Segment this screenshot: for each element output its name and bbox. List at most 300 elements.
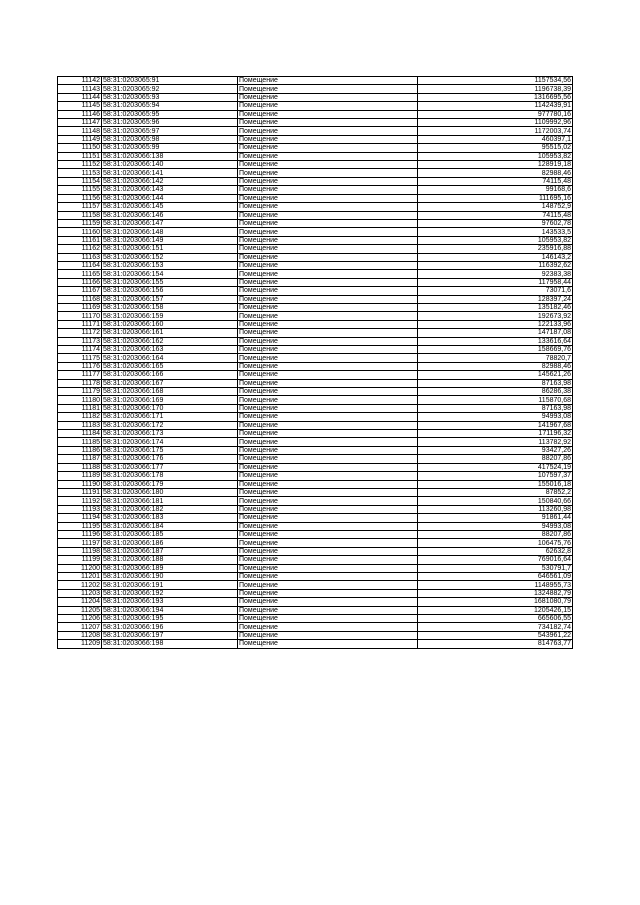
table-row (58, 245, 573, 253)
row-number-cell: 11200 (58, 564, 102, 572)
cadastral-value-cell: 107597,37 (418, 472, 573, 480)
row-number-cell: 11176 (58, 362, 102, 370)
object-type-cell: Помещение (238, 144, 418, 152)
cadastral-value-cell: 95515,02 (418, 144, 573, 152)
cadastral-value-cell: 99168,6 (418, 186, 573, 194)
object-type-cell: Помещение (238, 102, 418, 110)
table-row (58, 295, 573, 303)
cadastral-number-cell: 58:31:0203066:195 (102, 615, 238, 623)
cadastral-number-cell: 58:31:0203066:183 (102, 514, 238, 522)
object-type-cell: Помещение (238, 388, 418, 396)
cadastral-number-cell: 58:31:0203066:145 (102, 203, 238, 211)
cadastral-value-cell: 92383,38 (418, 270, 573, 278)
cadastral-number-cell: 58:31:0203065:92 (102, 85, 238, 93)
cadastral-number-cell: 58:31:0203066:143 (102, 186, 238, 194)
object-type-cell: Помещение (238, 598, 418, 606)
cadastral-value-cell: 145621,26 (418, 371, 573, 379)
table-row (58, 346, 573, 354)
cadastral-value-cell: 135182,46 (418, 303, 573, 311)
cadastral-value-cell: 158669,76 (418, 346, 573, 354)
cadastral-number-cell: 58:31:0203066:173 (102, 430, 238, 438)
cadastral-value-cell: 143533,5 (418, 228, 573, 236)
table-row (58, 480, 573, 488)
cadastral-number-cell: 58:31:0203066:186 (102, 539, 238, 547)
row-number-cell: 11181 (58, 404, 102, 412)
row-number-cell: 11184 (58, 430, 102, 438)
cadastral-number-cell: 58:31:0203066:196 (102, 623, 238, 631)
cadastral-value-cell: 88207,86 (418, 455, 573, 463)
table-row (58, 270, 573, 278)
cadastral-value-cell: 1157534,56 (418, 77, 573, 85)
cadastral-number-cell: 58:31:0203066:153 (102, 261, 238, 269)
object-type-cell: Помещение (238, 522, 418, 530)
cadastral-value-cell: 82988,46 (418, 362, 573, 370)
cadastral-value-cell: 128919,18 (418, 161, 573, 169)
table-row (58, 161, 573, 169)
cadastral-value-cell: 133616,64 (418, 337, 573, 345)
table-row (58, 287, 573, 295)
object-type-cell: Помещение (238, 539, 418, 547)
row-number-cell: 11163 (58, 253, 102, 261)
table-row (58, 598, 573, 606)
object-type-cell: Помещение (238, 169, 418, 177)
cadastral-value-cell: 1324882,79 (418, 589, 573, 597)
table-row (58, 421, 573, 429)
object-type-cell: Помещение (238, 85, 418, 93)
row-number-cell: 11199 (58, 556, 102, 564)
cadastral-value-cell: 1205426,15 (418, 606, 573, 614)
table-row (58, 127, 573, 135)
row-number-cell: 11162 (58, 245, 102, 253)
table-row (58, 623, 573, 631)
object-type-cell: Помещение (238, 110, 418, 118)
row-number-cell: 11167 (58, 287, 102, 295)
cadastral-value-cell: 87163,98 (418, 379, 573, 387)
cadastral-value-cell: 88207,86 (418, 530, 573, 538)
cadastral-number-cell: 58:31:0203066:168 (102, 388, 238, 396)
cadastral-number-cell: 58:31:0203066:156 (102, 287, 238, 295)
row-number-cell: 11152 (58, 161, 102, 169)
object-type-cell: Помещение (238, 606, 418, 614)
row-number-cell: 11143 (58, 85, 102, 93)
object-type-cell: Помещение (238, 572, 418, 580)
cadastral-value-cell: 171196,32 (418, 430, 573, 438)
object-type-cell: Помещение (238, 547, 418, 555)
object-type-cell: Помещение (238, 236, 418, 244)
cadastral-number-cell: 58:31:0203066:174 (102, 438, 238, 446)
cadastral-value-cell: 141967,68 (418, 421, 573, 429)
row-number-cell: 11198 (58, 547, 102, 555)
table-row (58, 379, 573, 387)
cadastral-number-cell: 58:31:0203066:182 (102, 505, 238, 513)
row-number-cell: 11185 (58, 438, 102, 446)
cadastral-number-cell: 58:31:0203066:151 (102, 245, 238, 253)
cadastral-number-cell: 58:31:0203066:160 (102, 320, 238, 328)
table-row (58, 522, 573, 530)
table-row (58, 514, 573, 522)
cadastral-number-cell: 58:31:0203065:94 (102, 102, 238, 110)
table-row (58, 135, 573, 143)
row-number-cell: 11146 (58, 110, 102, 118)
cadastral-number-cell: 58:31:0203066:193 (102, 598, 238, 606)
cadastral-number-cell: 58:31:0203065:97 (102, 127, 238, 135)
row-number-cell: 11209 (58, 640, 102, 648)
row-number-cell: 11158 (58, 211, 102, 219)
row-number-cell: 11164 (58, 261, 102, 269)
row-number-cell: 11192 (58, 497, 102, 505)
cadastral-value-cell: 814763,77 (418, 640, 573, 648)
table-row (58, 606, 573, 614)
row-number-cell: 11155 (58, 186, 102, 194)
table-row (58, 329, 573, 337)
table-row (58, 572, 573, 580)
row-number-cell: 11169 (58, 303, 102, 311)
table-row (58, 93, 573, 101)
cadastral-value-cell: 111695,16 (418, 194, 573, 202)
row-number-cell: 11190 (58, 480, 102, 488)
object-type-cell: Помещение (238, 270, 418, 278)
row-number-cell: 11194 (58, 514, 102, 522)
table-row (58, 203, 573, 211)
cadastral-number-cell: 58:31:0203066:172 (102, 421, 238, 429)
row-number-cell: 11150 (58, 144, 102, 152)
object-type-cell: Помещение (238, 564, 418, 572)
cadastral-number-cell: 58:31:0203066:158 (102, 303, 238, 311)
table-row (58, 631, 573, 639)
table-row (58, 186, 573, 194)
row-number-cell: 11179 (58, 388, 102, 396)
cadastral-value-cell: 86286,38 (418, 388, 573, 396)
object-type-cell: Помещение (238, 438, 418, 446)
object-type-cell: Помещение (238, 455, 418, 463)
row-number-cell: 11171 (58, 320, 102, 328)
cadastral-number-cell: 58:31:0203066:197 (102, 631, 238, 639)
object-type-cell: Помещение (238, 354, 418, 362)
object-type-cell: Помещение (238, 623, 418, 631)
cadastral-number-cell: 58:31:0203066:181 (102, 497, 238, 505)
table-row (58, 615, 573, 623)
table-row (58, 194, 573, 202)
cadastral-number-cell: 58:31:0203066:138 (102, 152, 238, 160)
object-type-cell: Помещение (238, 278, 418, 286)
table-row (58, 505, 573, 513)
row-number-cell: 11172 (58, 329, 102, 337)
cadastral-number-cell: 58:31:0203066:164 (102, 354, 238, 362)
table-row (58, 404, 573, 412)
cadastral-number-cell: 58:31:0203066:155 (102, 278, 238, 286)
cadastral-value-cell: 543961,22 (418, 631, 573, 639)
cadastral-value-cell: 105953,82 (418, 152, 573, 160)
table-row (58, 77, 573, 85)
object-type-cell: Помещение (238, 320, 418, 328)
cadastral-number-cell: 58:31:0203066:178 (102, 472, 238, 480)
cadastral-number-cell: 58:31:0203065:96 (102, 119, 238, 127)
object-type-cell: Помещение (238, 640, 418, 648)
cadastral-value-cell: 1148955,73 (418, 581, 573, 589)
row-number-cell: 11142 (58, 77, 102, 85)
cadastral-number-cell: 58:31:0203066:167 (102, 379, 238, 387)
table-row (58, 430, 573, 438)
object-type-cell: Помещение (238, 135, 418, 143)
object-type-cell: Помещение (238, 472, 418, 480)
row-number-cell: 11148 (58, 127, 102, 135)
cadastral-number-cell: 58:31:0203065:95 (102, 110, 238, 118)
object-type-cell: Помещение (238, 413, 418, 421)
object-type-cell: Помещение (238, 93, 418, 101)
table-row (58, 446, 573, 454)
cadastral-value-cell: 94993,08 (418, 413, 573, 421)
cadastral-number-cell: 58:31:0203066:176 (102, 455, 238, 463)
row-number-cell: 11147 (58, 119, 102, 127)
cadastral-number-cell: 58:31:0203066:149 (102, 236, 238, 244)
object-type-cell: Помещение (238, 329, 418, 337)
cadastral-number-cell: 58:31:0203065:93 (102, 93, 238, 101)
table-row (58, 371, 573, 379)
table-row (58, 530, 573, 538)
object-type-cell: Помещение (238, 312, 418, 320)
row-number-cell: 11149 (58, 135, 102, 143)
row-number-cell: 11182 (58, 413, 102, 421)
cadastral-value-cell: 1109992,96 (418, 119, 573, 127)
row-number-cell: 11170 (58, 312, 102, 320)
table-row (58, 177, 573, 185)
table-row (58, 455, 573, 463)
object-type-cell: Помещение (238, 446, 418, 454)
property-table-body (58, 77, 573, 649)
object-type-cell: Помещение (238, 261, 418, 269)
row-number-cell: 11153 (58, 169, 102, 177)
cadastral-number-cell: 58:31:0203066:154 (102, 270, 238, 278)
cadastral-value-cell: 94993,08 (418, 522, 573, 530)
table-row (58, 303, 573, 311)
row-number-cell: 11186 (58, 446, 102, 454)
cadastral-number-cell: 58:31:0203066:141 (102, 169, 238, 177)
table-row (58, 354, 573, 362)
cadastral-value-cell: 93427,26 (418, 446, 573, 454)
row-number-cell: 11156 (58, 194, 102, 202)
object-type-cell: Помещение (238, 556, 418, 564)
cadastral-value-cell: 97602,78 (418, 219, 573, 227)
row-number-cell: 11145 (58, 102, 102, 110)
cadastral-value-cell: 1142439,91 (418, 102, 573, 110)
cadastral-number-cell: 58:31:0203066:177 (102, 463, 238, 471)
cadastral-number-cell: 58:31:0203066:146 (102, 211, 238, 219)
cadastral-value-cell: 82988,46 (418, 169, 573, 177)
row-number-cell: 11197 (58, 539, 102, 547)
object-type-cell: Помещение (238, 119, 418, 127)
cadastral-number-cell: 58:31:0203066:165 (102, 362, 238, 370)
object-type-cell: Помещение (238, 194, 418, 202)
object-type-cell: Помещение (238, 337, 418, 345)
object-type-cell: Помещение (238, 295, 418, 303)
cadastral-number-cell: 58:31:0203066:198 (102, 640, 238, 648)
cadastral-value-cell: 235916,88 (418, 245, 573, 253)
row-number-cell: 11175 (58, 354, 102, 362)
row-number-cell: 11205 (58, 606, 102, 614)
row-number-cell: 11207 (58, 623, 102, 631)
cadastral-value-cell: 1681080,79 (418, 598, 573, 606)
table-row (58, 211, 573, 219)
object-type-cell: Помещение (238, 396, 418, 404)
table-row (58, 438, 573, 446)
object-type-cell: Помещение (238, 228, 418, 236)
cadastral-value-cell: 116392,62 (418, 261, 573, 269)
object-type-cell: Помещение (238, 514, 418, 522)
object-type-cell: Помещение (238, 77, 418, 85)
table-row (58, 236, 573, 244)
cadastral-number-cell: 58:31:0203066:169 (102, 396, 238, 404)
row-number-cell: 11203 (58, 589, 102, 597)
cadastral-value-cell: 73071,6 (418, 287, 573, 295)
cadastral-number-cell: 58:31:0203066:148 (102, 228, 238, 236)
table-row (58, 253, 573, 261)
object-type-cell: Помещение (238, 379, 418, 387)
object-type-cell: Помещение (238, 371, 418, 379)
row-number-cell: 11204 (58, 598, 102, 606)
object-type-cell: Помещение (238, 404, 418, 412)
cadastral-value-cell: 74115,48 (418, 177, 573, 185)
cadastral-number-cell: 58:31:0203066:163 (102, 346, 238, 354)
row-number-cell: 11173 (58, 337, 102, 345)
table-row (58, 463, 573, 471)
cadastral-value-cell: 105953,82 (418, 236, 573, 244)
table-row (58, 413, 573, 421)
table-row (58, 312, 573, 320)
cadastral-number-cell: 58:31:0203066:179 (102, 480, 238, 488)
table-row (58, 85, 573, 93)
table-row (58, 362, 573, 370)
table-row (58, 539, 573, 547)
cadastral-number-cell: 58:31:0203065:98 (102, 135, 238, 143)
table-row (58, 228, 573, 236)
table-row (58, 169, 573, 177)
cadastral-value-cell: 128397,24 (418, 295, 573, 303)
row-number-cell: 11183 (58, 421, 102, 429)
cadastral-value-cell: 646561,09 (418, 572, 573, 580)
row-number-cell: 11208 (58, 631, 102, 639)
row-number-cell: 11206 (58, 615, 102, 623)
cadastral-value-cell: 113260,98 (418, 505, 573, 513)
row-number-cell: 11191 (58, 488, 102, 496)
object-type-cell: Помещение (238, 530, 418, 538)
cadastral-number-cell: 58:31:0203066:140 (102, 161, 238, 169)
row-number-cell: 11165 (58, 270, 102, 278)
cadastral-number-cell: 58:31:0203066:162 (102, 337, 238, 345)
table-row (58, 589, 573, 597)
cadastral-value-cell: 1172003,74 (418, 127, 573, 135)
cadastral-value-cell: 113782,92 (418, 438, 573, 446)
cadastral-number-cell: 58:31:0203066:166 (102, 371, 238, 379)
row-number-cell: 11168 (58, 295, 102, 303)
row-number-cell: 11201 (58, 572, 102, 580)
object-type-cell: Помещение (238, 430, 418, 438)
cadastral-number-cell: 58:31:0203065:91 (102, 77, 238, 85)
cadastral-value-cell: 117958,44 (418, 278, 573, 286)
cadastral-value-cell: 460397,1 (418, 135, 573, 143)
cadastral-number-cell: 58:31:0203066:191 (102, 581, 238, 589)
table-row (58, 488, 573, 496)
object-type-cell: Помещение (238, 177, 418, 185)
table-row (58, 219, 573, 227)
row-number-cell: 11195 (58, 522, 102, 530)
object-type-cell: Помещение (238, 186, 418, 194)
cadastral-number-cell: 58:31:0203066:185 (102, 530, 238, 538)
object-type-cell: Помещение (238, 346, 418, 354)
table-row (58, 564, 573, 572)
table-row (58, 320, 573, 328)
object-type-cell: Помещение (238, 219, 418, 227)
row-number-cell: 11196 (58, 530, 102, 538)
cadastral-number-cell: 58:31:0203066:171 (102, 413, 238, 421)
cadastral-number-cell: 58:31:0203066:187 (102, 547, 238, 555)
cadastral-number-cell: 58:31:0203066:184 (102, 522, 238, 530)
table-row (58, 278, 573, 286)
table-row (58, 547, 573, 555)
cadastral-number-cell: 58:31:0203066:189 (102, 564, 238, 572)
cadastral-value-cell: 87163,98 (418, 404, 573, 412)
cadastral-value-cell: 530791,7 (418, 564, 573, 572)
object-type-cell: Помещение (238, 488, 418, 496)
row-number-cell: 11166 (58, 278, 102, 286)
object-type-cell: Помещение (238, 127, 418, 135)
cadastral-value-cell: 155016,18 (418, 480, 573, 488)
object-type-cell: Помещение (238, 581, 418, 589)
cadastral-value-cell: 148752,9 (418, 203, 573, 211)
cadastral-number-cell: 58:31:0203066:192 (102, 589, 238, 597)
object-type-cell: Помещение (238, 253, 418, 261)
object-type-cell: Помещение (238, 421, 418, 429)
object-type-cell: Помещение (238, 211, 418, 219)
cadastral-value-cell: 74115,48 (418, 211, 573, 219)
table-row (58, 388, 573, 396)
cadastral-value-cell: 192673,92 (418, 312, 573, 320)
object-type-cell: Помещение (238, 463, 418, 471)
cadastral-value-cell: 977780,16 (418, 110, 573, 118)
cadastral-value-cell: 150840,66 (418, 497, 573, 505)
table-row (58, 497, 573, 505)
cadastral-number-cell: 58:31:0203066:190 (102, 572, 238, 580)
cadastral-value-cell: 78820,7 (418, 354, 573, 362)
table-row (58, 144, 573, 152)
table-row (58, 261, 573, 269)
cadastral-number-cell: 58:31:0203066:157 (102, 295, 238, 303)
cadastral-number-cell: 58:31:0203066:170 (102, 404, 238, 412)
cadastral-number-cell: 58:31:0203066:159 (102, 312, 238, 320)
cadastral-value-cell: 122133,96 (418, 320, 573, 328)
object-type-cell: Помещение (238, 203, 418, 211)
object-type-cell: Помещение (238, 589, 418, 597)
row-number-cell: 11177 (58, 371, 102, 379)
table-row (58, 110, 573, 118)
object-type-cell: Помещение (238, 497, 418, 505)
object-type-cell: Помещение (238, 505, 418, 513)
cadastral-value-cell: 146143,2 (418, 253, 573, 261)
cadastral-value-cell: 417524,19 (418, 463, 573, 471)
row-number-cell: 11157 (58, 203, 102, 211)
row-number-cell: 11193 (58, 505, 102, 513)
cadastral-number-cell: 58:31:0203066:194 (102, 606, 238, 614)
cadastral-number-cell: 58:31:0203066:142 (102, 177, 238, 185)
object-type-cell: Помещение (238, 303, 418, 311)
cadastral-value-cell: 769016,64 (418, 556, 573, 564)
table-row (58, 119, 573, 127)
object-type-cell: Помещение (238, 631, 418, 639)
table-row (58, 152, 573, 160)
object-type-cell: Помещение (238, 161, 418, 169)
object-type-cell: Помещение (238, 245, 418, 253)
row-number-cell: 11160 (58, 228, 102, 236)
cadastral-value-cell: 665606,55 (418, 615, 573, 623)
